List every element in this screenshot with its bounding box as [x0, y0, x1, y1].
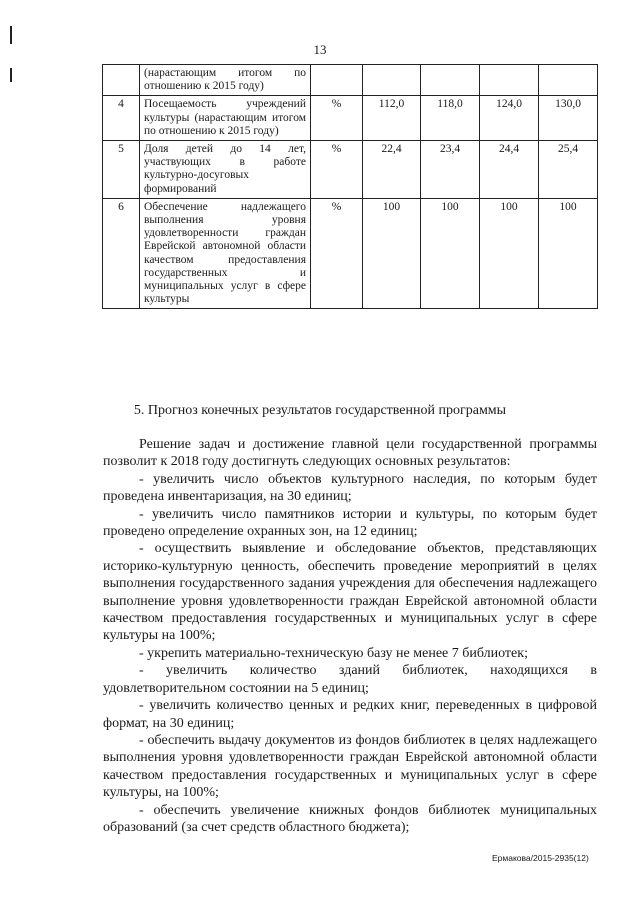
indicator-name: Обеспечение надлежащего выполнения уровня удовлетворенности граждан Еврейской автономной области качеством предоставления государственных и муниципальных услуг в сфере культуры	[140, 198, 311, 309]
value-cell: 112,0	[363, 96, 421, 141]
unit-cell: %	[311, 96, 363, 141]
page-number: 13	[313, 42, 327, 57]
value-cell: 100	[421, 198, 480, 309]
row-number: 4	[103, 96, 140, 141]
table-row	[103, 198, 598, 309]
paragraph: - увеличить число объектов культурного наследия, по которым будет проведена инвентаризация, на 30 единиц;	[103, 471, 597, 505]
value-cell	[539, 65, 598, 96]
footer-document-code: Ермакова/2015-2935(12)	[492, 853, 589, 863]
table-row	[103, 96, 598, 141]
table-row	[103, 65, 598, 96]
row-number	[103, 65, 140, 96]
value-cell: 24,4	[480, 141, 539, 199]
value-cell: 25,4	[539, 141, 598, 199]
row-number: 6	[103, 198, 140, 309]
paragraph: - осуществить выявление и обследование объектов, представляющих историко-культурную ценность, обеспечить проведение мероприятий в целях выполнения государственного задания учреждения для обеспечения надлежащего выполнение уровня удовлетворенности граждан Еврейской автономной области качеством предоставления государственных и муниципальных услуг в сфере культуры на 100%;	[103, 541, 597, 644]
value-cell: 23,4	[421, 141, 480, 199]
unit-cell: %	[311, 198, 363, 309]
paragraph: - обеспечить увеличение книжных фондов библиотек муниципальных образований (за счет средств областного бюджета);	[103, 802, 597, 835]
table-row	[103, 141, 598, 199]
scan-edge-mark-2	[10, 68, 12, 82]
value-cell: 124,0	[480, 96, 539, 141]
indicator-name: Посещаемость учреждений культуры (нарастающим итогом по отношению к 2015 году)	[140, 96, 311, 141]
value-cell	[363, 65, 421, 96]
indicator-name: Доля детей до 14 лет, участвующих в работе культурно-досуговых формирований	[140, 141, 311, 199]
value-cell: 100	[480, 198, 539, 309]
value-cell: 118,0	[421, 96, 480, 141]
paragraph: - обеспечить выдачу документов из фондов библиотек в целях надлежащего выполнения уровня удовлетворенности граждан Еврейской автономной области качеством предоставления государственных и муниципальных услуг в сфере культуры, на 100%;	[103, 732, 597, 801]
paragraph: - увеличить число памятников истории и культуры, по которым будет проведено определение охранных зон, на 12 единиц;	[103, 506, 597, 540]
value-cell: 130,0	[539, 96, 598, 141]
value-cell: 100	[539, 198, 598, 309]
value-cell: 22,4	[363, 141, 421, 199]
indicators-table	[102, 64, 598, 309]
paragraph: - укрепить материально-техническую базу не менее 7 библиотек;	[139, 645, 528, 661]
paragraph: Решение задач и достижение главной цели государственной программы позволит к 2018 году достигнуть следующих основных результатов:	[103, 437, 597, 470]
paragraph: - увеличить количество ценных и редких книг, переведенных в цифровой формат, на 30 единиц;	[103, 698, 597, 731]
paragraph: - увеличить количество зданий библиотек, находящихся в удовлетворительном состоянии на 5 единиц;	[103, 663, 597, 696]
body-text	[103, 436, 597, 836]
value-cell: 100	[363, 198, 421, 309]
unit-cell: %	[311, 141, 363, 199]
row-number: 5	[103, 141, 140, 199]
value-cell	[480, 65, 539, 96]
indicator-name: (нарастающим итогом по отношению к 2015 году)	[140, 65, 311, 96]
unit-cell	[311, 65, 363, 96]
value-cell	[421, 65, 480, 96]
section-heading: 5. Прогноз конечных результатов государственной программы	[133, 403, 507, 418]
